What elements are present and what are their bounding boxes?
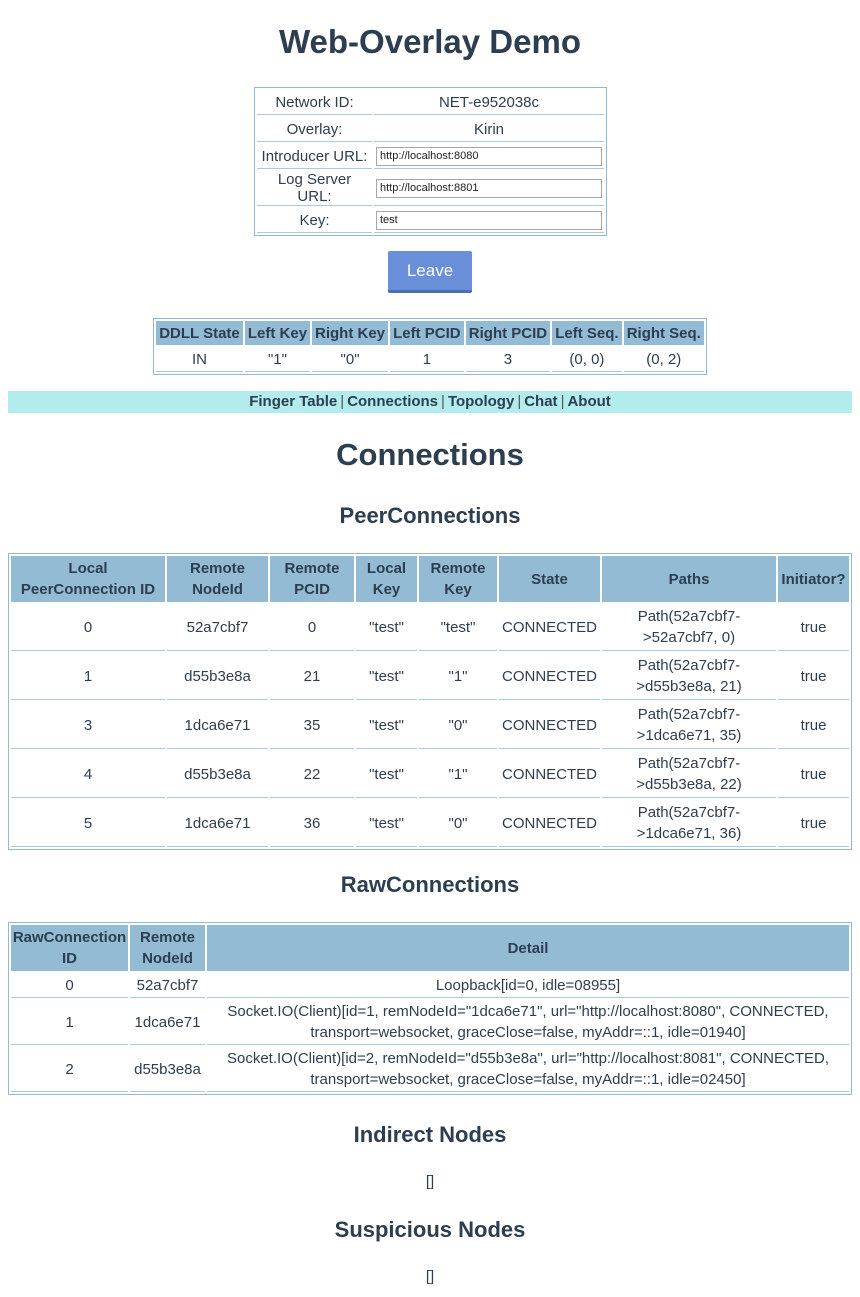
peer-cell: Path(52a7cbf7->d55b3e8a, 21) bbox=[602, 653, 776, 700]
peer-header: State bbox=[499, 556, 600, 602]
overlay-value: Kirin bbox=[374, 117, 604, 142]
peer-cell: "1" bbox=[419, 653, 497, 700]
peer-header: Remote PCID bbox=[270, 556, 354, 602]
peer-cell: 1dca6e71 bbox=[167, 800, 268, 847]
ddll-header: Right Key bbox=[312, 321, 388, 345]
raw-cell: 1dca6e71 bbox=[130, 1000, 205, 1045]
table-row bbox=[11, 653, 849, 700]
peer-cell: "test" bbox=[419, 604, 497, 651]
peer-header: Paths bbox=[602, 556, 776, 602]
peer-cell: 5 bbox=[11, 800, 165, 847]
peer-cell: true bbox=[778, 702, 849, 749]
nav-separator: | bbox=[340, 393, 345, 410]
peer-cell: 1dca6e71 bbox=[167, 702, 268, 749]
suspicious-nodes-title: Suspicious Nodes bbox=[334, 1217, 526, 1242]
key-label: Key: bbox=[257, 208, 372, 233]
introducer-row bbox=[257, 144, 604, 169]
nav-connections[interactable]: Connections bbox=[347, 393, 439, 410]
peer-cell: "0" bbox=[419, 800, 497, 847]
peer-header-row bbox=[11, 556, 849, 602]
indirect-nodes-value: [] bbox=[425, 1173, 435, 1190]
nav-finger-table[interactable]: Finger Table bbox=[249, 393, 338, 410]
suspicious-nodes-value: [] bbox=[425, 1268, 435, 1285]
ddll-cell: "0" bbox=[312, 347, 388, 372]
ddll-status-table bbox=[153, 318, 707, 375]
overlay-label: Overlay: bbox=[257, 117, 372, 142]
table-row bbox=[11, 1047, 849, 1092]
peer-cell: "0" bbox=[419, 702, 497, 749]
peer-cell: 52a7cbf7 bbox=[167, 604, 268, 651]
table-row bbox=[11, 800, 849, 847]
peer-cell: CONNECTED bbox=[499, 751, 600, 798]
raw-connections-title: RawConnections bbox=[340, 872, 520, 897]
peer-cell: 3 bbox=[11, 702, 165, 749]
peer-header: Remote NodeId bbox=[167, 556, 268, 602]
peer-header: Initiator? bbox=[778, 556, 849, 602]
raw-cell: 0 bbox=[11, 973, 128, 998]
raw-cell: Socket.IO(Client)[id=1, remNodeId="1dca6e71", url="http://localhost:8080", CONNECTED, transport=websocket, graceClose=false, myAddr=::1, idle=01940] bbox=[207, 1000, 849, 1045]
ddll-cell: IN bbox=[156, 347, 243, 372]
peer-cell: Path(52a7cbf7->d55b3e8a, 22) bbox=[602, 751, 776, 798]
raw-header: RawConnection ID bbox=[11, 925, 128, 971]
ddll-header: Right Seq. bbox=[624, 321, 704, 345]
page-title: Web-Overlay Demo bbox=[279, 23, 581, 60]
peer-cell: true bbox=[778, 751, 849, 798]
network-info-table bbox=[254, 87, 607, 236]
ddll-header: Left Seq. bbox=[552, 321, 621, 345]
key-row bbox=[257, 208, 604, 233]
peer-cell: d55b3e8a bbox=[167, 751, 268, 798]
peer-cell: 21 bbox=[270, 653, 354, 700]
raw-header-row bbox=[11, 925, 849, 971]
peer-cell: true bbox=[778, 653, 849, 700]
peer-cell: "test" bbox=[356, 800, 417, 847]
introducer-label: Introducer URL: bbox=[257, 144, 372, 169]
table-row bbox=[11, 1000, 849, 1045]
peer-cell: 4 bbox=[11, 751, 165, 798]
peer-cell: Path(52a7cbf7->1dca6e71, 35) bbox=[602, 702, 776, 749]
ddll-cell: 1 bbox=[390, 347, 464, 372]
peer-connections-title: PeerConnections bbox=[339, 503, 521, 528]
ddll-row bbox=[156, 347, 704, 372]
nav-separator: | bbox=[441, 393, 445, 410]
leave-button[interactable]: Leave bbox=[388, 251, 472, 293]
nav-topology[interactable]: Topology bbox=[447, 393, 515, 410]
peer-header: Local PeerConnection ID bbox=[11, 556, 165, 602]
peer-cell: "test" bbox=[356, 751, 417, 798]
peer-cell: CONNECTED bbox=[499, 653, 600, 700]
indirect-nodes-title: Indirect Nodes bbox=[353, 1122, 507, 1147]
raw-connections-table bbox=[8, 922, 852, 1095]
logserver-row bbox=[257, 171, 604, 206]
peer-cell: 35 bbox=[270, 702, 354, 749]
peer-cell: 0 bbox=[11, 604, 165, 651]
table-row bbox=[11, 973, 849, 998]
ddll-header-row bbox=[156, 321, 704, 345]
ddll-header: Right PCID bbox=[466, 321, 551, 345]
logserver-url-input[interactable] bbox=[376, 179, 602, 198]
raw-cell: Socket.IO(Client)[id=2, remNodeId="d55b3e8a", url="http://localhost:8081", CONNECTED, transport=websocket, graceClose=false, myAddr=::1, idle=02450] bbox=[207, 1047, 849, 1092]
section-title: Connections bbox=[336, 437, 524, 472]
nav-about[interactable]: About bbox=[567, 393, 611, 410]
peer-cell: d55b3e8a bbox=[167, 653, 268, 700]
peer-cell: "1" bbox=[419, 751, 497, 798]
peer-cell: "test" bbox=[356, 702, 417, 749]
nav-separator: | bbox=[517, 393, 522, 410]
overlay-row bbox=[257, 117, 604, 142]
table-row bbox=[11, 604, 849, 651]
network-id-label: Network ID: bbox=[257, 90, 372, 115]
peer-cell: 0 bbox=[270, 604, 354, 651]
peer-cell: 1 bbox=[11, 653, 165, 700]
peer-connections-table bbox=[8, 553, 852, 850]
ddll-cell: (0, 2) bbox=[624, 347, 704, 372]
nav-chat[interactable]: Chat bbox=[524, 393, 558, 410]
peer-cell: CONNECTED bbox=[499, 702, 600, 749]
ddll-cell: (0, 0) bbox=[552, 347, 621, 372]
network-id-row bbox=[257, 90, 604, 115]
nav-bar bbox=[8, 391, 852, 413]
raw-cell: 52a7cbf7 bbox=[130, 973, 205, 998]
peer-cell: "test" bbox=[356, 653, 417, 700]
peer-cell: true bbox=[778, 604, 849, 651]
peer-cell: 22 bbox=[270, 751, 354, 798]
raw-cell: d55b3e8a bbox=[130, 1047, 205, 1092]
raw-cell: Loopback[id=0, idle=08955] bbox=[207, 973, 849, 998]
network-id-value: NET-e952038c bbox=[374, 90, 604, 115]
ddll-header: Left Key bbox=[245, 321, 310, 345]
introducer-url-input[interactable] bbox=[376, 147, 602, 166]
raw-cell: 1 bbox=[11, 1000, 128, 1045]
raw-header: Detail bbox=[207, 925, 849, 971]
peer-header: Local Key bbox=[356, 556, 417, 602]
ddll-header: DDLL State bbox=[156, 321, 243, 345]
peer-cell: Path(52a7cbf7->1dca6e71, 36) bbox=[602, 800, 776, 847]
key-input[interactable] bbox=[376, 211, 602, 230]
raw-cell: 2 bbox=[11, 1047, 128, 1092]
logserver-label: Log Server URL: bbox=[257, 171, 372, 206]
nav-separator: | bbox=[560, 393, 565, 410]
peer-cell: 36 bbox=[270, 800, 354, 847]
ddll-cell: "1" bbox=[245, 347, 310, 372]
peer-header: Remote Key bbox=[419, 556, 497, 602]
peer-cell: CONNECTED bbox=[499, 604, 600, 651]
table-row bbox=[11, 751, 849, 798]
peer-cell: "test" bbox=[356, 604, 417, 651]
peer-cell: Path(52a7cbf7->52a7cbf7, 0) bbox=[602, 604, 776, 651]
table-row bbox=[11, 702, 849, 749]
ddll-cell: 3 bbox=[466, 347, 551, 372]
peer-cell: CONNECTED bbox=[499, 800, 600, 847]
ddll-header: Left PCID bbox=[390, 321, 464, 345]
raw-header: Remote NodeId bbox=[130, 925, 205, 971]
peer-cell: true bbox=[778, 800, 849, 847]
